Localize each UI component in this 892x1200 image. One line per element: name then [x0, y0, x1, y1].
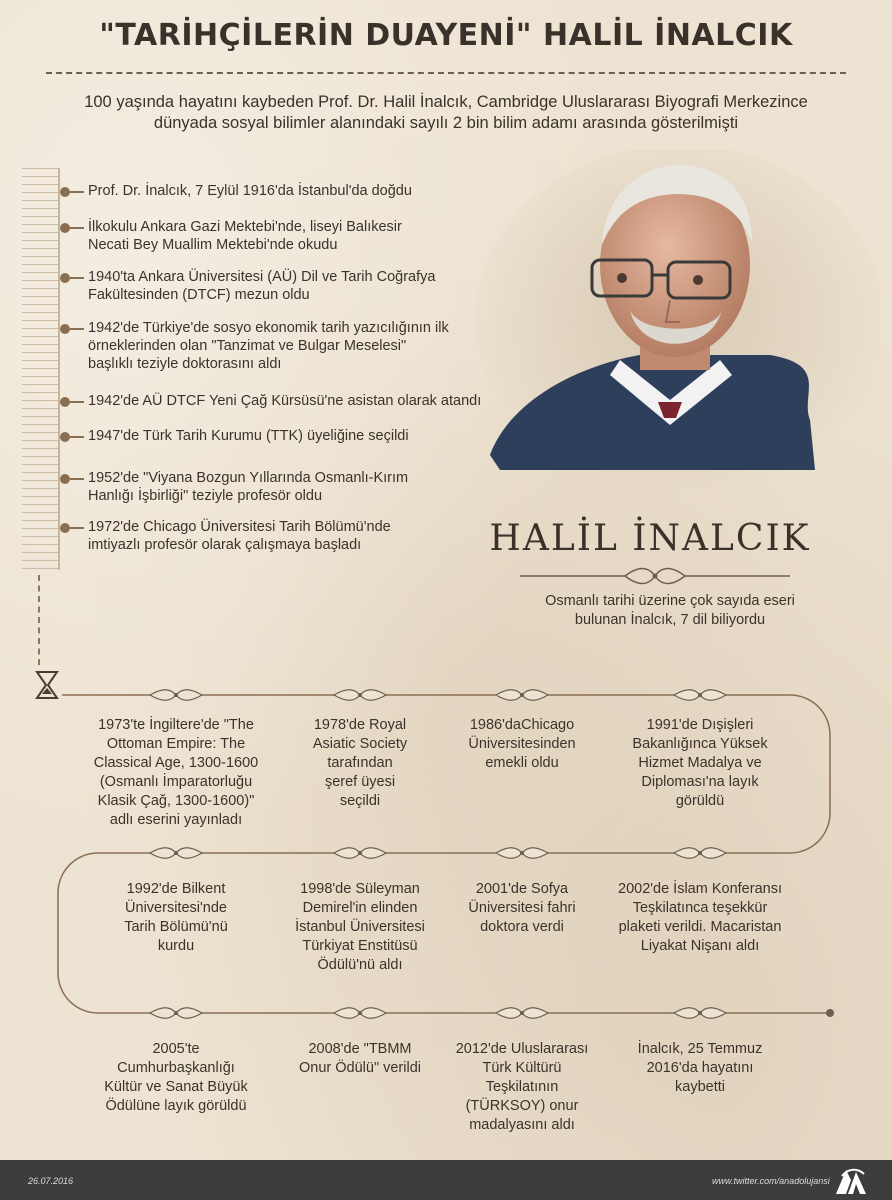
timeline-connector — [70, 191, 84, 193]
milestone-text-line: (TÜRKSOY) onur — [465, 1098, 579, 1114]
milestone-text-line: plaketi verildi. Macaristan — [618, 919, 782, 935]
milestone-text-line: Tarih Bölümü'nü — [124, 919, 228, 935]
caption-line: bulunan İnalcık, 7 dil biliyordu — [574, 612, 766, 628]
milestone-text-line: Ödülüne layık görüldü — [105, 1098, 247, 1114]
milestone-text-line: Kültür ve Sanat Büyük — [104, 1079, 248, 1095]
timeline-connector — [70, 478, 84, 480]
milestone-text-line: İnalcık, 25 Temmuz — [637, 1041, 763, 1057]
milestone-cell — [605, 1040, 795, 1097]
anadolu-agency-logo — [834, 1166, 868, 1196]
footer-date: 26.07.2016 — [28, 1176, 74, 1186]
milestone-cell — [427, 880, 617, 937]
path-ornament-dot — [520, 851, 524, 855]
milestone-cell — [605, 880, 795, 956]
milestone-text-line: 1978'de Royal — [313, 717, 407, 733]
page-title: "TARİHÇİLERİN DUAYENİ" HALİL İNALCIK — [99, 18, 793, 53]
milestone-text-line: tarafından — [327, 755, 393, 771]
timeline-dot-icon — [60, 223, 70, 233]
footer-twitter-handle: www.twitter.com/anadolujansi — [712, 1176, 830, 1186]
milestone-cell — [605, 716, 795, 811]
timeline-text-line: başlıklı teziyle doktorasını aldı — [88, 356, 282, 372]
path-ornament-dot — [358, 851, 362, 855]
path-ornament-dot — [698, 851, 702, 855]
timeline-text-line: 1942'de AÜ DTCF Yeni Çağ Kürsüsü'ne asistan olarak atandı — [88, 393, 482, 409]
milestone-text-line: Ödülü'nü aldı — [317, 957, 403, 973]
timeline-text-line: Fakültesinden (DTCF) mezun oldu — [88, 287, 310, 303]
snake-timeline-path — [0, 650, 892, 1050]
timeline-ruler — [22, 168, 60, 570]
milestone-cell — [81, 716, 271, 830]
milestone-text-line: 2002'de İslam Konferansı — [618, 881, 782, 897]
milestone-text-line: Teşkilatının — [485, 1079, 559, 1095]
timeline-dot-icon — [60, 187, 70, 197]
timeline-text-line: 1947'de Türk Tarih Kurumu (TTK) üyeliğine seçildi — [88, 428, 409, 444]
timeline-text — [88, 392, 498, 410]
milestone-text-line: Üniversitesinden — [468, 736, 576, 752]
milestone-text-line: görüldü — [675, 793, 725, 809]
path-ornament-dot — [174, 1011, 178, 1015]
timeline-dot-icon — [60, 523, 70, 533]
timeline-dot-icon — [60, 432, 70, 442]
milestone-text-line: doktora verdi — [480, 919, 564, 935]
timeline-text-line: Prof. Dr. İnalcık, 7 Eylül 1916'da İstanbul'da doğdu — [88, 183, 412, 199]
timeline-connector — [70, 401, 84, 403]
timeline-connector — [70, 436, 84, 438]
path-ornament-dot — [358, 693, 362, 697]
path-ornament-dot — [698, 693, 702, 697]
milestone-text-line: 1986'daChicago — [469, 717, 575, 733]
path-ornament-dot — [698, 1011, 702, 1015]
milestone-text-line: (Osmanlı İmparatorluğu — [99, 774, 253, 790]
timeline-text — [88, 182, 498, 200]
timeline-text — [88, 518, 498, 554]
milestone-text-line: Cumhurbaşkanlığı — [117, 1060, 235, 1076]
path-ornament-dot — [520, 693, 524, 697]
milestone-text-line: Classical Age, 1300-1600 — [93, 755, 259, 771]
timeline-text-line: imtiyazlı profesör olarak çalışmaya başladı — [88, 537, 362, 553]
milestone-text-line: Türkiyat Enstitüsü — [302, 938, 418, 954]
milestone-text-line: 2008'de "TBMM — [308, 1041, 412, 1057]
milestone-text-line: 2005'te — [152, 1041, 200, 1057]
milestone-text-line: Demirel'in elinden — [302, 900, 418, 916]
milestone-text-line: Bakanlığınca Yüksek — [632, 736, 768, 752]
caption-line: Osmanlı tarihi üzerine çok sayıda eseri — [545, 593, 795, 609]
timeline-text — [88, 469, 498, 505]
milestone-text-line: şeref üyesi — [324, 774, 396, 790]
timeline-text-line: 1952'de "Viyana Bozgun Yıllarında Osmanlı-Kırım — [88, 470, 409, 486]
milestone-text-line: Onur Ödülü" verildi — [298, 1060, 421, 1076]
timeline-connector — [70, 527, 84, 529]
path-ornament-dot — [520, 1011, 524, 1015]
portrait-caption — [500, 592, 840, 630]
subtitle — [40, 92, 852, 134]
milestone-text-line: Üniversitesi'nde — [125, 900, 227, 916]
timeline-text-line: 1940'ta Ankara Üniversitesi (AÜ) Dil ve Tarih Coğrafya — [88, 269, 436, 285]
milestone-text-line: seçildi — [339, 793, 381, 809]
timeline-text-line: 1942'de Türkiye'de sosyo ekonomik tarih yazıcılığının ilk — [88, 320, 449, 336]
milestone-text-line: 2016'da hayatını — [646, 1060, 754, 1076]
milestone-text-line: Hizmet Madalya ve — [638, 755, 762, 771]
milestone-cell — [427, 716, 617, 773]
timeline-connector — [70, 328, 84, 330]
milestone-text-line: adlı eserini yayınladı — [109, 812, 243, 828]
subtitle-line: dünyada sosyal bilimler alanındaki sayılı 2 bin bilim adamı arasında gösterilmişti — [153, 114, 739, 132]
timeline-text-line: Hanlığı İşbirliği" teziyle profesör oldu — [88, 488, 323, 504]
milestone-text-line: İstanbul Üniversitesi — [295, 919, 425, 935]
milestone-text-line: 1998'de Süleyman — [300, 881, 420, 897]
milestone-text-line: madalyasını aldı — [469, 1117, 575, 1133]
milestone-text-line: Türk Kültürü — [482, 1060, 562, 1076]
timeline-connector — [70, 227, 84, 229]
portrait-name: HALİL İNALCIK — [489, 518, 811, 559]
subtitle-line: 100 yaşında hayatını kaybeden Prof. Dr. Halil İnalcık, Cambridge Uluslararası Biyografi Merkezince — [84, 93, 808, 111]
ornament-divider — [520, 566, 790, 586]
milestone-text-line: Üniversitesi fahri — [468, 900, 576, 916]
title-divider — [46, 72, 846, 74]
milestone-text-line: 1992'de Bilkent — [126, 881, 226, 897]
timeline-text — [88, 268, 498, 304]
milestone-text-line: emekli oldu — [485, 755, 559, 771]
timeline-text — [88, 427, 498, 445]
milestone-text-line: kaybetti — [675, 1079, 725, 1095]
milestone-text-line: 2001'de Sofya — [475, 881, 569, 897]
timeline-dot-icon — [60, 273, 70, 283]
milestone-cell — [81, 880, 271, 956]
timeline-dot-icon — [60, 397, 70, 407]
milestone-text-line: 2012'de Uluslararası — [455, 1041, 589, 1057]
timeline-dot-icon — [60, 474, 70, 484]
milestone-text-line: Teşkilatınca teşekkür — [632, 900, 768, 916]
timeline-text-line: örneklerinden olan "Tanzimat ve Bulgar Meselesi" — [88, 338, 407, 354]
timeline-dot-icon — [60, 324, 70, 334]
milestone-text-line: Asiatic Society — [312, 736, 408, 752]
path-ornament-dot — [358, 1011, 362, 1015]
milestone-text-line: Ottoman Empire: The — [106, 736, 246, 752]
timeline-text — [88, 218, 498, 254]
timeline-connector — [70, 277, 84, 279]
timeline-text — [88, 319, 498, 373]
milestone-text-line: 1991'de Dışişleri — [646, 717, 754, 733]
path-ornament-dot — [174, 693, 178, 697]
milestone-text-line: 1973'te İngiltere'de "The — [98, 717, 254, 733]
timeline-text-line: Necati Bey Muallim Mektebi'nde okudu — [88, 237, 338, 253]
portrait-image — [470, 150, 880, 510]
milestone-text-line: Liyakat Nişanı aldı — [640, 938, 760, 954]
milestone-text-line: kurdu — [157, 938, 195, 954]
milestone-text-line: Diploması'na layık — [641, 774, 759, 790]
timeline-text-line: İlkokulu Ankara Gazi Mektebi'nde, liseyi Balıkesir — [88, 219, 402, 235]
milestone-cell — [427, 1040, 617, 1135]
milestone-text-line: Klasik Çağ, 1300-1600)" — [97, 793, 255, 809]
milestone-cell — [81, 1040, 271, 1116]
path-ornament-dot — [174, 851, 178, 855]
timeline-text-line: 1972'de Chicago Üniversitesi Tarih Bölümü'nde — [88, 519, 391, 535]
